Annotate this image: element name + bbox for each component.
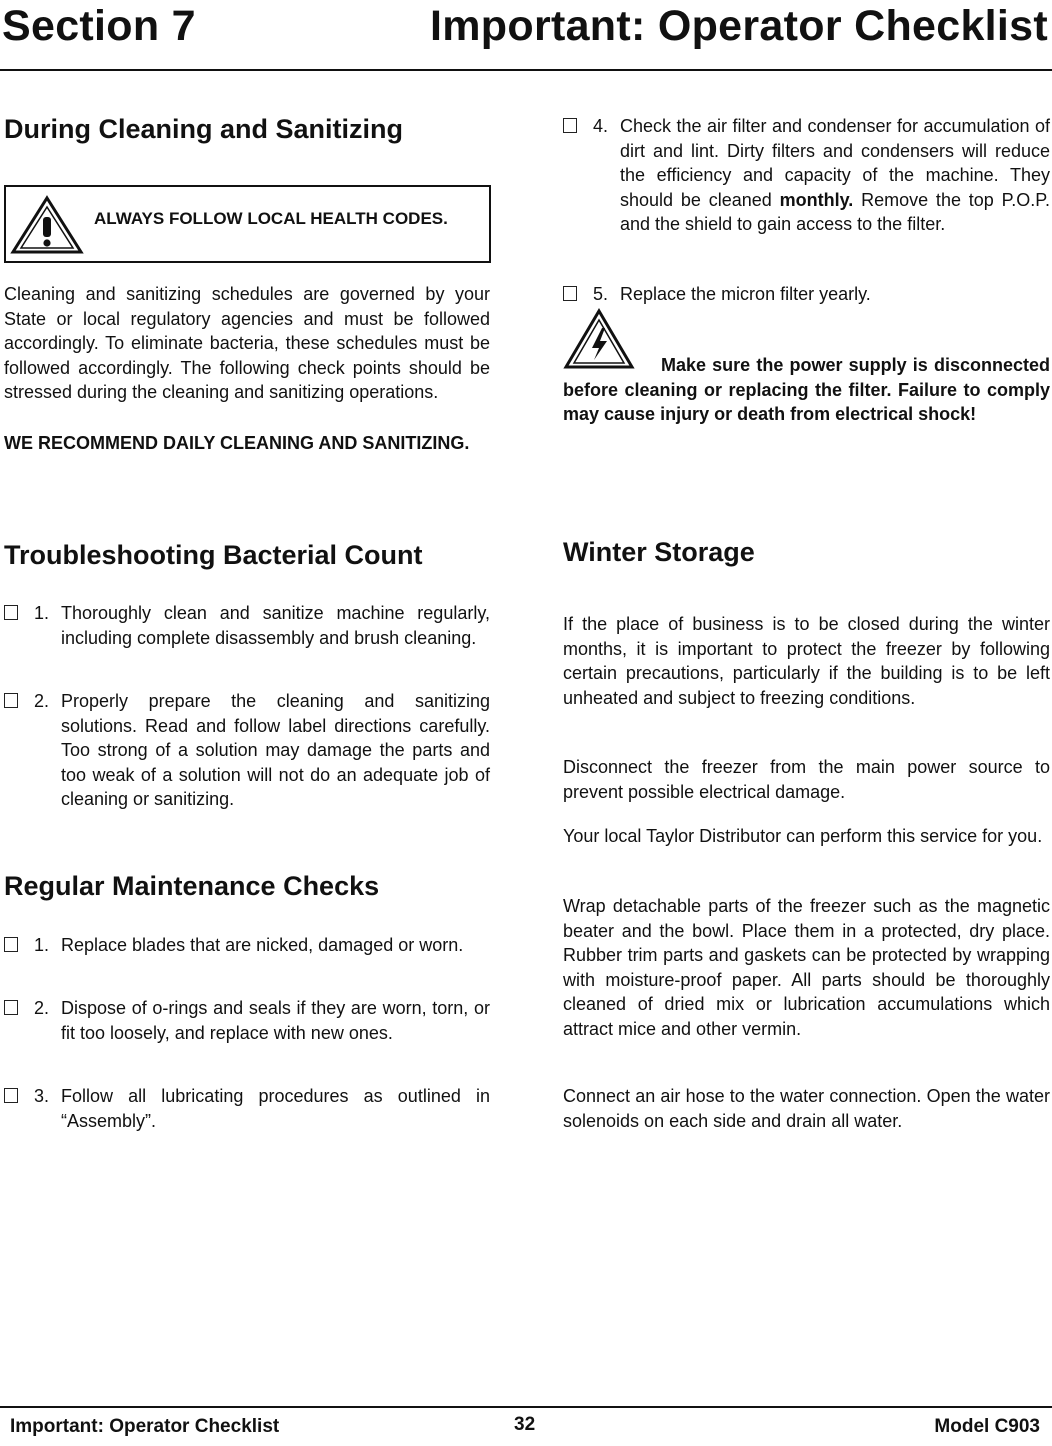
item-text: Replace blades that are nicked, damaged or worn. — [61, 935, 464, 955]
section-number: Section 7 — [2, 2, 196, 50]
checkbox-icon[interactable] — [563, 286, 577, 301]
list-item — [563, 282, 1050, 307]
winter-paragraph: Wrap detachable parts of the freezer such as the magnetic beater and the bowl. Place them in a protected, dry place. Rubber trim parts and gaskets can be protected by wrapping with moisture-proof paper. All parts should be thoroughly cleaned of dried mix or lubrication accumulations which attract mice and other vermin. — [563, 896, 1050, 1039]
warning-triangle-icon — [10, 195, 84, 255]
item-text: Follow all lubricating procedures as outlined in “Assembly”. — [61, 1086, 490, 1131]
item-number: 2. — [34, 998, 50, 1018]
heading-cleaning: During Cleaning and Sanitizing — [4, 114, 404, 144]
page-header — [0, 0, 1052, 72]
item-text-part: Remove the top P.O.P. and the shield to gain access to the filter. — [620, 189, 1050, 234]
heading-bacterial: Troubleshooting Bacterial Count — [4, 540, 423, 570]
item-number: 1. — [34, 603, 50, 623]
item-text: Dispose of o-rings and seals if they are worn, torn, or fit too loosely, and replace with new ones. — [61, 998, 490, 1043]
item-number: 3. — [34, 1086, 50, 1106]
electrical-warning — [563, 308, 1050, 427]
caution-box — [4, 185, 491, 263]
electrical-hazard-icon — [563, 308, 635, 370]
page-number: 32 — [514, 1414, 536, 1435]
heading-maintenance: Regular Maintenance Checks — [4, 871, 380, 901]
item-text-part: Check the air filter and condenser for accumulation of dirt and lint. Dirty filters and condensers will reduce the efficiency and capacity of the machine. They should be cleaned — [620, 116, 1050, 210]
checkbox-icon[interactable] — [563, 118, 577, 133]
list-item — [4, 996, 490, 1045]
heading-winter: Winter Storage — [563, 537, 755, 567]
winter-paragraph: Connect an air hose to the water connection. Open the water solenoids on each side and drain all water. — [563, 1086, 1050, 1131]
checkbox-icon[interactable] — [4, 693, 18, 708]
list-item — [4, 933, 490, 958]
item-number: 2. — [34, 691, 50, 711]
item-text: Thoroughly clean and sanitize machine regularly, including complete disassembly and brush cleaning. — [61, 603, 490, 648]
item-text — [620, 114, 1050, 237]
checkbox-icon[interactable] — [4, 605, 18, 620]
list-item — [4, 1084, 490, 1133]
warning-text: Make sure the power supply is disconnected before cleaning or replacing the filter. Failure to comply may cause injury or death from electrical shock! — [563, 355, 1050, 424]
list-item — [4, 601, 490, 650]
footer-section-title: Important: Operator Checklist — [10, 1416, 280, 1437]
item-number: 5. — [593, 284, 609, 304]
footer-rule — [0, 1406, 1052, 1408]
winter-paragraph: If the place of business is to be closed during the winter months, it is important to protect the freezer by following certain precautions, particularly if the building is to be left unheated and subject to freezing conditions. — [563, 614, 1050, 708]
caution-message: ALWAYS FOLLOW LOCAL HEALTH CODES. — [94, 209, 448, 228]
model-number: Model C903 — [934, 1416, 1040, 1437]
item-text: Replace the micron filter yearly. — [620, 284, 871, 304]
item-text: Properly prepare the cleaning and sanitizing solutions. Read and follow label directions carefully. Too strong of a solution may damage the parts and too weak of a solution will not do an adequate job of cleaning or sanitizing. — [61, 691, 490, 809]
list-item — [4, 689, 490, 812]
checkbox-icon[interactable] — [4, 1000, 18, 1015]
checkbox-icon[interactable] — [4, 937, 18, 952]
daily-recommendation: WE RECOMMEND DAILY CLEANING AND SANITIZING. — [4, 433, 470, 453]
checkbox-icon[interactable] — [4, 1088, 18, 1103]
page-title: Important: Operator Checklist — [430, 2, 1048, 50]
item-number: 1. — [34, 935, 50, 955]
cleaning-paragraph: Cleaning and sanitizing schedules are governed by your State or local regulatory agencies and must be followed accordingly. To eliminate bacteria, these schedules must be followed accordingly. The following check points should be stressed during the cleaning and sanitizing operations. — [4, 284, 490, 402]
winter-paragraph: Your local Taylor Distributor can perform this service for you. — [563, 826, 1043, 846]
list-item — [563, 114, 1050, 237]
item-number: 4. — [593, 116, 609, 136]
item-text-emphasis: monthly. — [779, 189, 854, 210]
header-rule — [0, 69, 1052, 71]
winter-paragraph: Disconnect the freezer from the main power source to prevent possible electrical damage. — [563, 757, 1050, 802]
page-footer — [0, 1406, 1052, 1446]
